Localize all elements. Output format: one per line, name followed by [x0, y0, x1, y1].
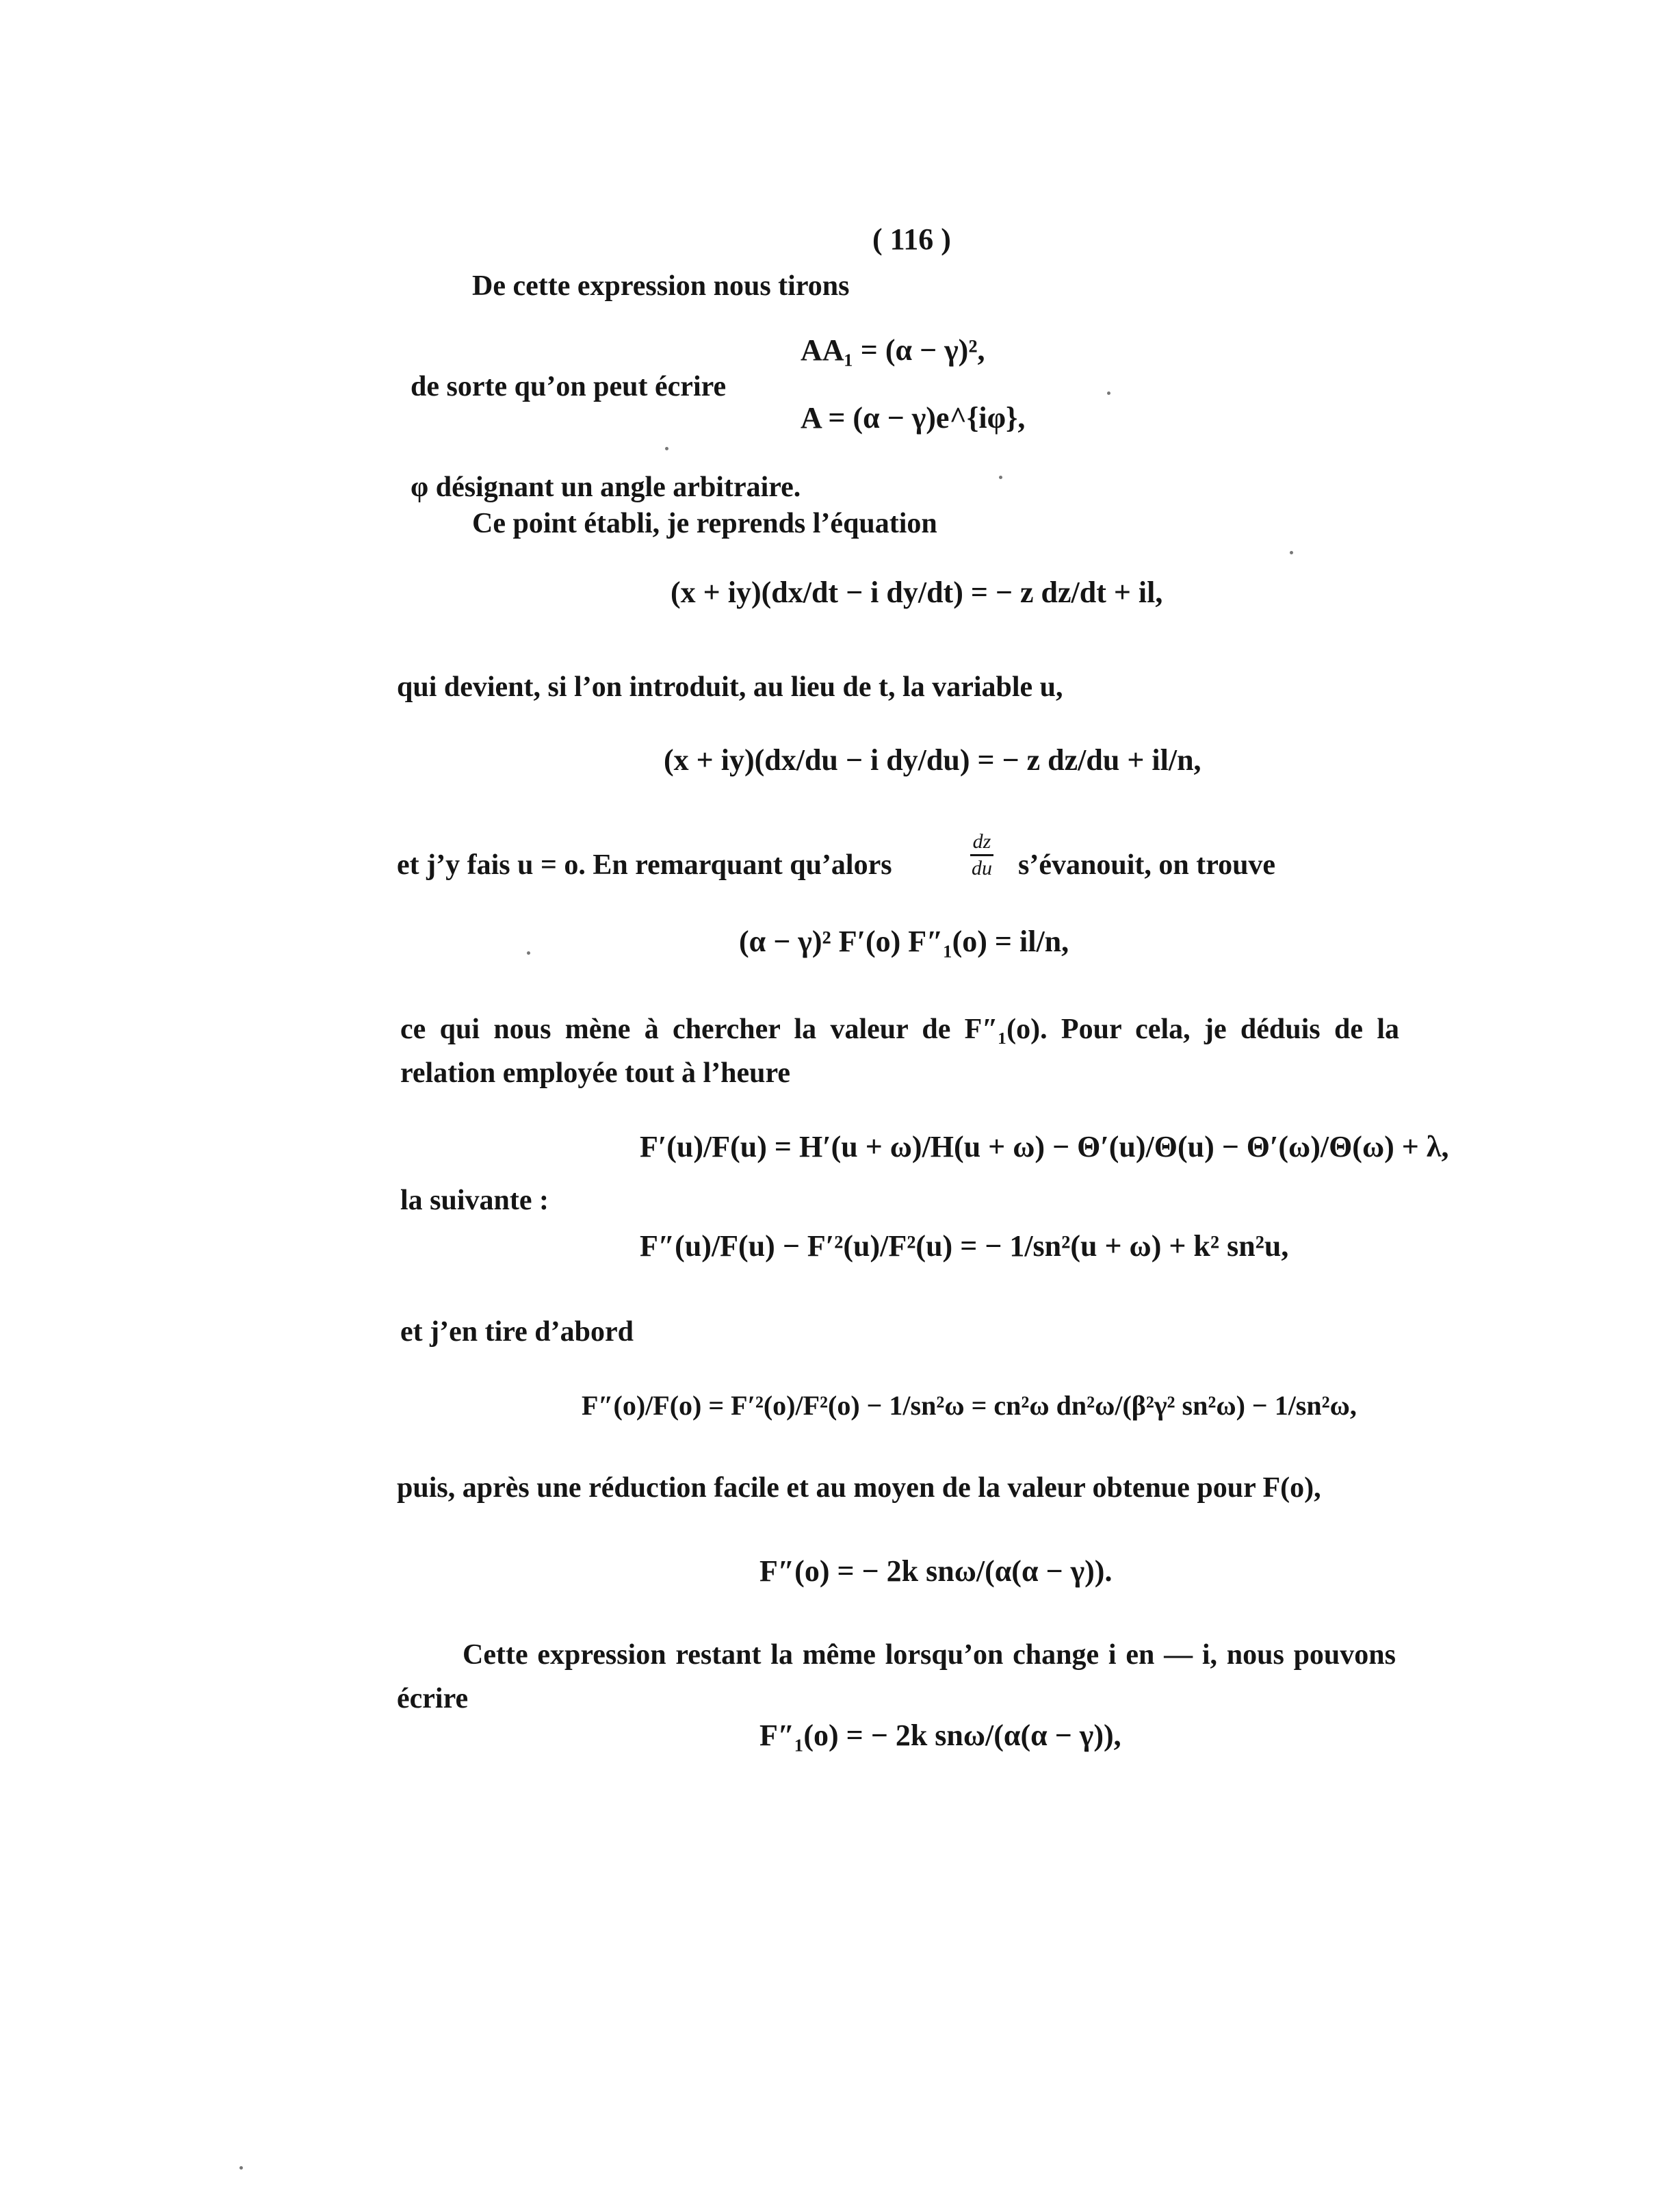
equation-f-second	[759, 1554, 1112, 1589]
print-speck	[1107, 391, 1110, 395]
equation-motion-u	[664, 743, 1201, 777]
print-speck	[665, 447, 668, 450]
equation-product	[739, 924, 1069, 959]
equation-a-text: A = (α − γ)e^{iφ},	[801, 401, 1026, 435]
equation-log-derivative	[640, 1129, 1448, 1164]
text-et-jy-b: s’évanouit, on trouve	[1018, 849, 1276, 881]
text-qui-devient: qui devient, si l’on introduit, au lieu de t, la variable u,	[397, 671, 1063, 703]
text-intro: De cette expression nous tirons	[472, 270, 850, 302]
equation-product-text: (α − γ)² F′(o) F″₁(o) = il/n,	[739, 925, 1069, 958]
equation-motion-t-text: (x + iy)(dx/dt − i dy/dt) = − z dz/dt + il,	[671, 576, 1163, 609]
equation-log-derivative-text: F′(u)/F(u) = H′(u + ω)/H(u + ω) − Θ′(u)/Θ(u) − Θ′(ω)/Θ(ω) + λ,	[640, 1130, 1449, 1163]
fraction-dz-du-num: dz	[970, 830, 994, 856]
text-ce-point: Ce point établi, je reprends l’équation	[472, 508, 937, 539]
text-de-sorte: de sorte qu’on peut écrire	[411, 371, 727, 402]
text-ce-qui: ce qui nous mène à chercher la valeur de F″₁(o). Pour cela, je déduis de la relation employée tout à l’heure	[400, 1014, 1399, 1089]
print-speck	[999, 476, 1002, 479]
equation-at-zero-text: F″(o)/F(o) = F′²(o)/F²(o) − 1/sn²ω = cn²ω dn²ω/(β²γ² sn²ω) − 1/sn²ω,	[582, 1390, 1357, 1421]
equation-motion-u-text: (x + iy)(dx/du − i dy/du) = − z dz/du + il/n,	[664, 743, 1201, 777]
print-speck	[239, 2166, 243, 2170]
print-speck	[1290, 551, 1293, 554]
text-puis: puis, après une réduction facile et au moyen de la valeur obtenue pour F(o),	[397, 1472, 1321, 1504]
equation-f1-second	[759, 1718, 1121, 1753]
equation-at-zero	[582, 1389, 1357, 1422]
equation-motion-t	[671, 575, 1162, 610]
text-et-jy-a: et j’y fais u = o. En remarquant qu’alors	[397, 849, 892, 881]
equation-aa1	[801, 333, 985, 368]
fraction-dz-du	[969, 830, 995, 881]
equation-f-second-text: F″(o) = − 2k snω/(α(α − γ)).	[759, 1554, 1113, 1588]
equation-second-derivative	[640, 1229, 1288, 1263]
fraction-dz-du-den: du	[972, 857, 992, 879]
page-number: ( 116 )	[872, 222, 951, 256]
text-la-suivante: la suivante :	[400, 1185, 549, 1216]
equation-f1-second-text: F″₁(o) = − 2k snω/(α(α − γ)),	[759, 1719, 1121, 1752]
text-phi: φ désignant un angle arbitraire.	[411, 472, 801, 503]
equation-a	[801, 400, 1025, 435]
equation-second-derivative-text: F″(u)/F(u) − F′²(u)/F²(u) = − 1/sn²(u + ω) + k² sn²u,	[640, 1229, 1289, 1263]
text-et-jen: et j’en tire d’abord	[400, 1316, 634, 1348]
print-speck	[527, 951, 530, 955]
text-cette: Cette expression restant la même lorsqu’on change i en — i, nous pouvons écrire	[397, 1639, 1396, 1714]
equation-aa1-text: AA₁ = (α − γ)²,	[801, 333, 985, 367]
